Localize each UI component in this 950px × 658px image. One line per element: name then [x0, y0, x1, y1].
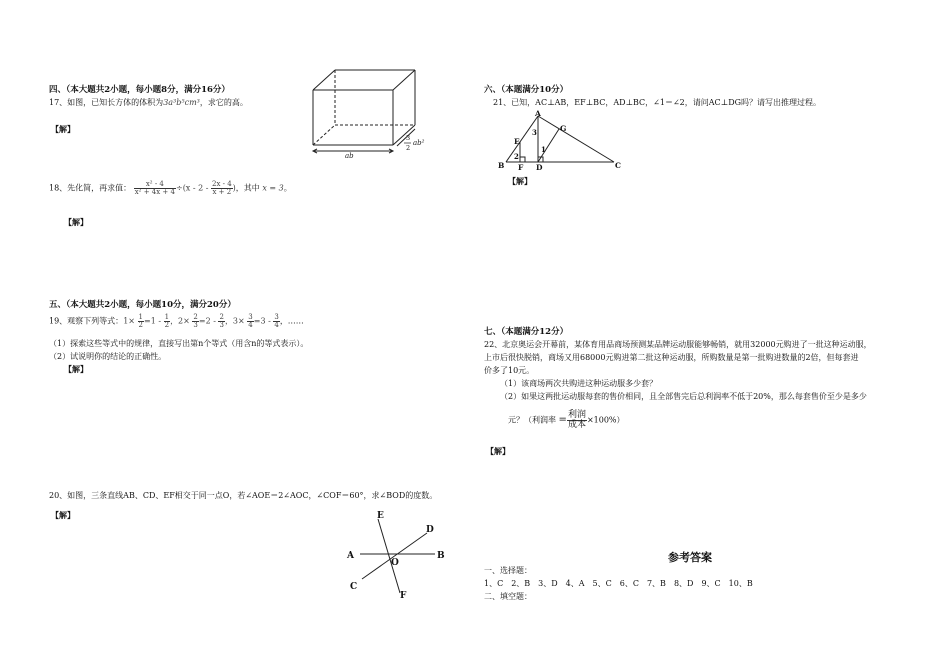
q18-where: ，其中 [235, 183, 260, 193]
tri-label-B: B [498, 161, 505, 170]
q18-f1-den: x² + 4x + 4 [134, 188, 175, 196]
q19-text: 19、观察下列等式： [49, 316, 124, 326]
q18-f2-num: 2x - 4 [212, 180, 232, 188]
tri-label-F: F [518, 163, 524, 172]
section7-header: 七、（本题满分12分） [484, 327, 569, 337]
q19-eq3-a: ，3× [224, 316, 245, 326]
answer-slot-21: 【解】 [508, 176, 532, 186]
q19-eq1-a: 1× [123, 316, 135, 326]
tri-label-E: E [514, 137, 520, 146]
q18-fraction-1 [134, 181, 176, 196]
question-17 [49, 97, 248, 108]
label-O: O [391, 558, 399, 568]
q19-eq1-b: =1 - [144, 316, 162, 326]
q22-part-2-formula [508, 411, 625, 430]
q18-tail: 。 [283, 183, 292, 193]
cuboid-figure [305, 65, 435, 160]
question-18 [49, 181, 292, 196]
answer-slot-22: 【解】 [486, 446, 510, 456]
q17-end: ，求它的高。 [199, 98, 248, 107]
answers-title: 参考答案 [668, 551, 712, 564]
tri-label-A: A [535, 109, 541, 118]
answer-slot-17: 【解】 [51, 124, 75, 134]
frac-num: 3 [274, 313, 279, 321]
label-A: A [347, 551, 354, 561]
tri-label-G: G [560, 124, 567, 133]
q18-close: ) [232, 183, 236, 193]
q19-part-2: （2）试说明你的结论的正确性。 [49, 352, 167, 361]
q22-equals: = [558, 414, 567, 426]
q19-end: ，…… [279, 316, 304, 326]
q22-part-2: （2）如果这两批运动服每套的售价相同，且全部售完后总利润率不低于20%，那么每套售价至少是多少 [500, 392, 867, 401]
q22-formula-suffix: ×100%） [586, 415, 625, 425]
q18-f2-den: x + 2 [212, 188, 232, 196]
frac-den: 4 [248, 321, 253, 329]
frac-num: 2 [193, 313, 198, 321]
triangle-figure [496, 108, 626, 174]
q19-eq2-a: ，2× [170, 316, 190, 326]
cuboid-bottom-label: ab [345, 152, 354, 160]
answer-slot-20: 【解】 [51, 510, 75, 520]
q22-line-3: 价多了10元。 [484, 366, 535, 375]
angle-label-1: 1 [541, 145, 546, 154]
frac-den-cost: 成本 [567, 420, 586, 430]
q22-part-1: （1）该商场两次共购进这种运动服多少套？ [500, 379, 658, 388]
answers-section-1: 一、选择题： [484, 566, 532, 575]
angle-label-2: 2 [514, 152, 519, 161]
angle-label-3: 3 [532, 128, 537, 137]
frac-den: 4 [274, 321, 279, 329]
q22-line-2: 上市后很快脱销，商场又用68000元购进第二批这种运动服，所购数量是第一批购进数量的2倍，但每套进 [484, 353, 859, 362]
q19-eq2-b: =2 - [198, 316, 216, 326]
three-lines-figure [340, 505, 455, 605]
section6-header: 六、（本题满分10分） [484, 85, 569, 95]
label-F: F [400, 591, 407, 601]
answer-slot-19: 【解】 [64, 364, 88, 374]
q19-eq3-b: =3 - [253, 316, 271, 326]
question-19 [49, 314, 304, 329]
label-D: D [426, 525, 434, 535]
label-B: B [437, 551, 445, 561]
frac-den: 2 [138, 321, 143, 329]
cuboid-side-num: 3 [406, 134, 411, 142]
q18-value: x = 3 [262, 183, 284, 193]
answers-choices: 1、C 2、B 3、D 4、A 5、C 6、C 7、B 8、D 9、C 10、B [484, 579, 753, 588]
q18-mid: ÷(x - 2 - [175, 183, 209, 193]
question-21: 21、已知，AC⊥AB，EF⊥BC，AD⊥BC，∠1＝∠2，请问AC⊥DG吗？请写出推理过程。 [493, 98, 821, 107]
q22-formula-prefix: 元？（利润率 [508, 415, 556, 425]
section4-header: 四、（本大题共2小题，每小题8分，满分16分） [49, 85, 230, 95]
q17-volume: 3a³b⁵cm³ [163, 98, 200, 107]
profit-rate-fraction [567, 411, 587, 430]
frac-num: 3 [248, 313, 253, 321]
frac-den: 2 [164, 321, 170, 329]
frac-num: 2 [219, 313, 224, 321]
q19-part-1: （1）探索这些等式中的规律，直接写出第n个等式（用含n的等式表示）。 [49, 339, 309, 348]
frac-num-profit: 利润 [567, 410, 586, 420]
cuboid-side-den: 2 [406, 144, 411, 152]
frac-num: 1 [138, 313, 143, 321]
answer-slot-18: 【解】 [64, 217, 88, 227]
tri-label-C: C [615, 161, 621, 170]
label-C: C [350, 582, 358, 592]
cuboid-side-label: ab² [413, 139, 425, 147]
tri-label-D: D [536, 163, 543, 172]
q18-fraction-2 [211, 181, 233, 196]
question-20: 20、如图，三条直线AB、CD、EF相交于同一点O，若∠AOE＝2∠AOC，∠COF＝60°，求∠BOD的度数。 [49, 491, 438, 500]
frac-den: 3 [193, 321, 198, 329]
q18-text: 18、先化简，再求值： [49, 183, 132, 193]
frac-num: 1 [164, 313, 170, 321]
label-E: E [377, 511, 384, 521]
q18-f1-num: x² - 4 [134, 181, 176, 189]
frac-den: 3 [219, 321, 224, 329]
q17-text: 17、如图，已知长方体的体积为 [49, 98, 164, 107]
answers-section-2: 二、填空题： [484, 592, 532, 601]
q22-line-1: 22、北京奥运会开幕前，某体育用品商场预测某品牌运动服能够畅销，就用32000元购进了一批这种运动服， [484, 340, 872, 349]
section5-header: 五、（本大题共2小题，每小题10分，满分20分） [49, 300, 236, 310]
